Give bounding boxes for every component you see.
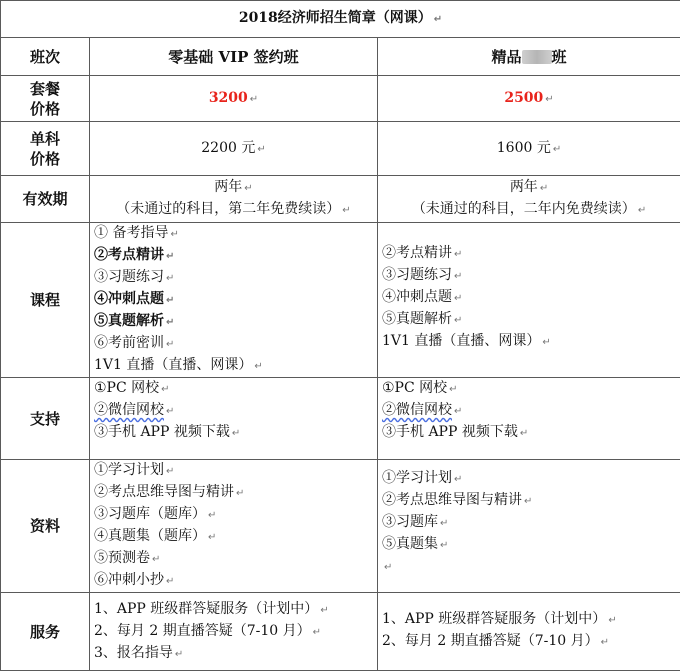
paragraph-mark-icon: ↵ [542, 337, 550, 348]
paragraph-mark-icon: ↵ [440, 540, 448, 551]
premium-validity-line2: （未通过的科目，二年内免费续读） [412, 201, 636, 217]
paragraph-mark-icon: ↵ [232, 428, 240, 439]
vip-materials [90, 460, 378, 593]
vip-class-name: 零基础 VIP 签约班 [90, 38, 378, 76]
vip-courses [90, 223, 378, 378]
list-item: ④真题集（题库） ↵ [94, 526, 373, 548]
vip-support [90, 378, 378, 460]
paragraph-mark-icon: ↵ [250, 94, 258, 105]
paragraph-mark-icon: ↵ [454, 406, 462, 417]
premium-validity [378, 176, 680, 223]
class-column-label: 班次 [1, 38, 90, 76]
paragraph-mark-icon: ↵ [208, 510, 216, 521]
list-item: 2、每月 2 期直播答疑（7-10 月） ↵ [94, 621, 373, 643]
list-item: ②考点精讲 ↵ [382, 243, 676, 265]
list-item: ③习题练习 ↵ [94, 267, 373, 289]
paragraph-mark-icon: ↵ [601, 637, 609, 648]
service-label: 服务 [1, 593, 90, 671]
materials-label: 资料 [1, 460, 90, 593]
paragraph-mark-icon: ↵ [161, 384, 169, 395]
list-item: ②考点精讲 ↵ [94, 245, 373, 267]
paragraph-mark-icon: ↵ [166, 576, 174, 587]
vip-validity-line1: 两年 [214, 179, 242, 195]
paragraph-mark-icon: ↵ [454, 315, 462, 326]
paragraph-mark-icon: ↵ [166, 406, 174, 417]
paragraph-mark-icon: ↵ [449, 384, 457, 395]
premium-package-price [378, 76, 680, 122]
paragraph-mark-icon: ↵ [166, 339, 174, 350]
list-item: ②微信网校 ↵ [382, 400, 676, 422]
list-item: ③习题库（题库） ↵ [94, 504, 373, 526]
list-item: 3、报名指导 ↵ [94, 643, 373, 665]
support-row [1, 378, 680, 460]
list-item: ① 备考指导 ↵ [94, 223, 373, 245]
list-item: ③习题库 ↵ [382, 512, 676, 534]
list-item: ②微信网校 ↵ [94, 400, 373, 422]
support-label: 支持 [1, 378, 90, 460]
single-price-label-line2: 价格 [5, 149, 85, 169]
list-item: ⑤真题解析 ↵ [94, 311, 373, 333]
paragraph-mark-icon: ↵ [166, 317, 174, 328]
paragraph-mark-icon: ↵ [454, 293, 462, 304]
list-item [382, 556, 676, 578]
list-item: 1V1 直播（直播、网课） ↵ [382, 331, 676, 353]
paragraph-mark-icon: ↵ [244, 183, 252, 194]
vip-validity [90, 176, 378, 223]
paragraph-mark-icon: ↵ [313, 627, 321, 638]
paragraph-mark-icon: ↵ [166, 295, 174, 306]
vip-service [90, 593, 378, 671]
list-item: 1、APP 班级群答疑服务（计划中） ↵ [382, 609, 676, 631]
list-item: ⑤真题集 ↵ [382, 534, 676, 556]
single-price-label [1, 122, 90, 176]
single-price-label-line1: 单科 [5, 129, 85, 149]
premium-name-prefix: 精品 [491, 48, 521, 66]
paragraph-mark-icon: ↵ [540, 183, 548, 194]
paragraph-mark-icon: ↵ [524, 496, 532, 507]
paragraph-mark-icon: ↵ [545, 94, 553, 105]
paragraph-mark-icon: ↵ [166, 466, 174, 477]
list-item: ⑤真题解析 ↵ [382, 309, 676, 331]
list-item: ④冲刺点题 ↵ [382, 287, 676, 309]
list-item: ①学习计划 ↵ [94, 460, 373, 482]
package-price-label [1, 76, 90, 122]
service-row [1, 593, 680, 671]
paragraph-mark-icon: ↵ [257, 144, 265, 155]
list-item: ②考点思维导图与精讲 ↵ [94, 482, 373, 504]
validity-label: 有效期 [1, 176, 90, 223]
premium-single-price [378, 122, 680, 176]
package-price-label-line2: 价格 [5, 99, 85, 119]
premium-single-price-value: 1600 元 [497, 140, 551, 156]
premium-name-suffix: 班 [552, 48, 567, 66]
premium-validity-line1: 两年 [510, 179, 538, 195]
paragraph-mark-icon: ↵ [638, 205, 646, 216]
list-item: ③习题练习 ↵ [382, 265, 676, 287]
paragraph-mark-icon: ↵ [152, 554, 160, 565]
list-item: ①PC 网校 ↵ [382, 378, 676, 400]
premium-service [378, 593, 680, 671]
paragraph-mark-icon: ↵ [520, 428, 528, 439]
package-price-label-line1: 套餐 [5, 79, 85, 99]
paragraph-mark-icon: ↵ [608, 615, 616, 626]
list-item: ⑤预测卷 ↵ [94, 548, 373, 570]
premium-courses [378, 223, 680, 378]
paragraph-mark-icon: ↵ [166, 273, 174, 284]
vip-single-price-value: 2200 元 [201, 140, 255, 156]
list-item: 2、每月 2 期直播答疑（7-10 月） ↵ [382, 631, 676, 653]
paragraph-mark-icon: ↵ [454, 249, 462, 260]
vip-package-price-value: 3200 [209, 90, 248, 106]
paragraph-mark-icon: ↵ [320, 605, 328, 616]
paragraph-mark-icon: ↵ [384, 562, 392, 573]
paragraph-mark-icon: ↵ [166, 251, 174, 262]
premium-support [378, 378, 680, 460]
paragraph-mark-icon: ↵ [175, 649, 183, 660]
paragraph-mark-icon: ↵ [454, 271, 462, 282]
materials-row [1, 460, 680, 593]
title-text: 2018经济师招生简章（网课） [239, 10, 432, 26]
paragraph-mark-icon: ↵ [254, 361, 262, 372]
paragraph-mark-icon: ↵ [208, 532, 216, 543]
list-item: ①学习计划 ↵ [382, 468, 676, 490]
paragraph-mark-icon: ↵ [454, 474, 462, 485]
list-item: ⑥冲刺小抄 ↵ [94, 570, 373, 592]
premium-class-name [378, 38, 680, 76]
list-item: ①PC 网校 ↵ [94, 378, 373, 400]
paragraph-mark-icon: ↵ [170, 229, 178, 240]
list-item: 1、APP 班级群答疑服务（计划中） ↵ [94, 599, 373, 621]
paragraph-mark-icon: ↵ [342, 205, 350, 216]
list-item: ④冲刺点题 ↵ [94, 289, 373, 311]
courses-row [1, 223, 680, 378]
courses-label: 课程 [1, 223, 90, 378]
table-title [1, 1, 680, 38]
vip-single-price [90, 122, 378, 176]
list-item: ⑥考前密训 ↵ [94, 333, 373, 355]
list-item: 1V1 直播（直播、网课） ↵ [94, 355, 373, 377]
paragraph-mark-icon: ↵ [434, 14, 442, 25]
list-item: ③手机 APP 视频下载 ↵ [382, 422, 676, 444]
premium-materials [378, 460, 680, 593]
header-row [1, 38, 680, 76]
paragraph-mark-icon: ↵ [553, 144, 561, 155]
redacted-blur [522, 50, 552, 64]
paragraph-mark-icon: ↵ [236, 488, 244, 499]
vip-validity-line2: （未通过的科目，第二年免费续读） [116, 201, 340, 217]
list-item: ③手机 APP 视频下载 ↵ [94, 422, 373, 444]
premium-package-price-value: 2500 [504, 90, 543, 106]
vip-package-price [90, 76, 378, 122]
list-item: ②考点思维导图与精讲 ↵ [382, 490, 676, 512]
paragraph-mark-icon: ↵ [440, 518, 448, 529]
validity-row [1, 176, 680, 223]
package-price-row [1, 76, 680, 122]
single-price-row [1, 122, 680, 176]
title-row [1, 1, 680, 38]
